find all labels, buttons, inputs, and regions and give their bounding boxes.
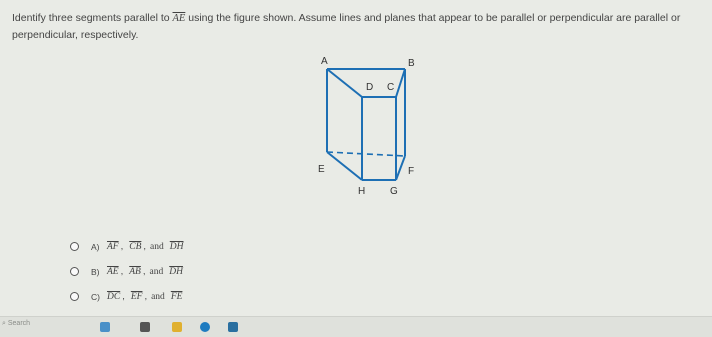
radio-a[interactable] <box>70 242 79 251</box>
choice-b[interactable] <box>70 259 185 284</box>
edge-eh <box>327 152 362 180</box>
choice-seg: $\overline{DH}$ <box>169 241 184 252</box>
choice-and: and <box>150 241 164 252</box>
label-d: D <box>366 82 374 93</box>
choice-and: and <box>149 266 164 277</box>
radio-c[interactable] <box>70 292 79 301</box>
choice-seg: $\overline{FE}$ <box>170 291 183 302</box>
answer-choices <box>70 234 185 309</box>
edge-ef-hidden <box>327 152 405 156</box>
label-h: H <box>358 186 366 197</box>
choice-a[interactable] <box>70 234 185 259</box>
browser-icon[interactable] <box>200 322 210 332</box>
label-c: C <box>387 82 395 93</box>
comma: , <box>120 241 124 252</box>
label-b: B <box>408 58 415 69</box>
comma: , <box>142 266 146 277</box>
question-text-after: using the figure shown. Assume lines and planes that appear to be parallel or perpendicular are parallel or perpendicular, respectively. <box>12 12 681 41</box>
label-f: F <box>408 166 415 177</box>
edge-bc <box>396 69 405 97</box>
comma: , <box>143 241 147 252</box>
comma: , <box>144 291 148 302</box>
app-icon[interactable] <box>140 322 150 332</box>
choice-seg: $\overline{CB}$ <box>129 241 142 252</box>
question-text-before: Identify three segments parallel to <box>12 12 173 24</box>
choice-seg: $\overline{DH}$ <box>169 266 183 277</box>
label-e: E <box>318 164 325 175</box>
comma: , <box>122 291 125 302</box>
comma: , <box>120 266 124 277</box>
choice-seg: $\overline{EF}$ <box>130 291 143 302</box>
app-icon[interactable] <box>228 322 238 332</box>
choice-seg: $\overline{AF}$ <box>107 241 119 252</box>
choice-letter: A) <box>91 241 100 252</box>
edge-ad <box>327 69 362 97</box>
choice-seg: $\overline{AE}$ <box>107 266 119 277</box>
taskbar <box>0 316 712 337</box>
choice-and: and <box>151 291 165 302</box>
choice-seg: $\overline{AB}$ <box>129 266 141 277</box>
question-segment: $\overline{AE}$ <box>172 13 186 24</box>
radio-b[interactable] <box>70 267 79 276</box>
app-icon[interactable] <box>100 322 110 332</box>
choice-letter: B) <box>91 266 100 277</box>
search-icon: ⌕ <box>2 320 6 327</box>
prism-figure <box>300 52 430 202</box>
prism-diagram <box>300 52 430 202</box>
choice-seg: $\overline{DC}$ <box>107 291 121 302</box>
folder-icon[interactable] <box>172 322 182 332</box>
edge-fg <box>396 156 405 180</box>
choice-c[interactable] <box>70 284 185 309</box>
choice-letter: C) <box>91 291 100 302</box>
taskbar-search[interactable] <box>2 320 30 328</box>
search-label: Search <box>7 320 31 327</box>
question-text <box>12 10 702 43</box>
label-g: G <box>390 186 398 197</box>
label-a: A <box>321 56 328 67</box>
